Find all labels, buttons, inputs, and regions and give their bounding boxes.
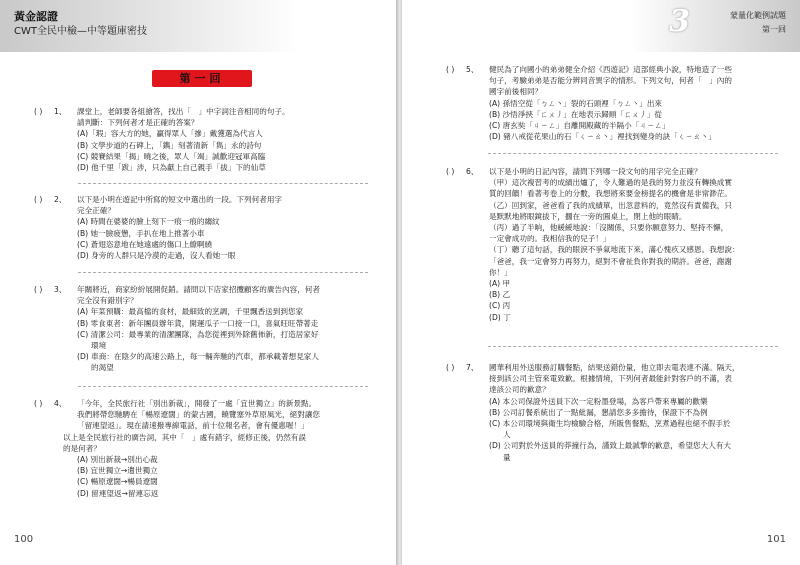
question-text-line: 達該公司的歉意？ [489, 385, 550, 395]
question-number: 5、 [466, 65, 479, 74]
option-c: (C) 本公司環境與衛生均檢驗合格，所販售餐點，烹煮過程也絕不假手於 [489, 419, 731, 429]
option-a: (A) 別出新裁→別出心裁 [77, 455, 158, 465]
book-series-title: 黃金認證 [14, 10, 58, 23]
question-text-line: 完全正確？ [77, 206, 115, 216]
section-title: 第一回 [179, 72, 225, 85]
question-text-line: 以下是小明的日記內容，請問下列哪一段文句的用字完全正確？ [489, 167, 702, 176]
option-d-continued: 的渴望 [91, 363, 114, 373]
option-a: (A) 時間在婆婆的臉上刻下一痕一痕的縐紋 [77, 217, 220, 227]
question-text-line: 質的回饋！看著考卷上的分數，我想將來要金榜提名的機會是非常渺茫。 [489, 189, 732, 199]
question-text-line: 請判斷：下列何者才是正確的答案？ [77, 118, 199, 128]
page-number: 101 [766, 534, 786, 545]
option-b: (B) 沙悟淨挾「ㄈㄨ丿」在地表示歸順「ㄈㄨ丿」從 [489, 109, 663, 119]
question-divider [488, 153, 778, 154]
question-body [489, 64, 732, 142]
question-body [77, 194, 282, 261]
section-title-banner [152, 70, 252, 87]
answer-blank: ( ) [446, 65, 455, 74]
option-c: (C) 唐玄奘「ㄐㄧㄥ」自離開殿藏的半隔小「ㄐㄧㄥ」 [489, 121, 670, 131]
question-number: 6、 [466, 167, 479, 176]
answer-blank: ( ) [34, 195, 43, 204]
answer-blank: ( ) [446, 363, 455, 372]
question-text-line: （甲）這次複習考的成績出爐了，令人難過的是我的努力並沒有轉換成實 [489, 178, 732, 188]
answer-blank: ( ) [34, 285, 43, 294]
chapter-title: 蒙量化範例試題 [730, 11, 786, 20]
question-divider [78, 386, 368, 387]
question-text-line: 「今年，全民旅行社「別出新裁」，開發了一處「宜世獨立」的新景點。 [77, 399, 317, 408]
question-text-line: 「留連望返」。現在請速撥專線電話，前十位報名者，會有優惠喔！」 [77, 421, 309, 431]
question-text-line: 是默默地將眼鏡拔下，擱在一旁的圓桌上，閉上他的眼睛。 [489, 211, 687, 221]
option-c: (C) 清潔公司：最專業的清潔團隊，為您從裡到外除舊佈新，打造居家好 [77, 329, 319, 339]
option-d: (D) 公司對於外送員的莽撞行為，謹致上最誠摯的歉意，希望您大人有大 [489, 441, 731, 451]
question-text-line: 年關將近，商家紛紛展開促銷。請問以下店家招攬顧客的廣告內容，何者 [77, 285, 320, 294]
right-page-header [630, 0, 800, 52]
question-text-line: 接到該公司主管來電致歉。根據情境，下列何者最能針對客戶的不滿，表 [489, 374, 732, 384]
option-a: (A) 年菜預購：最高檔的食材，最細致的烹調，千里飄香送到到您家 [77, 307, 304, 317]
left-page [0, 0, 398, 565]
question-divider [78, 272, 368, 273]
question-text-line: 我們將帶您馳騁在「暢原遼闊」的蒙古國，饒覽塞外草原風光，絕對讓您 [77, 410, 320, 420]
option-b: (B) 公司訂餐系統出了一點紕漏，懇請您多多擔待，保證下不為例 [489, 407, 708, 417]
question-number: 1、 [54, 107, 67, 116]
left-page-header [0, 0, 300, 52]
option-a: (A)「瑕」容大方的她，贏得眾人「摻」戴獲選為代言人 [77, 129, 263, 139]
question-text-line: 一定會成功的。我相信我的兒子！」 [489, 234, 611, 244]
question-number: 7、 [466, 363, 479, 372]
question-text-line: （丙）過了半晌，他緩緩地說：「沒關係，只要你願意努力、堅持不懈， [489, 223, 729, 233]
right-page [402, 0, 800, 565]
option-c-continued: 環境 [91, 341, 107, 351]
question-body [63, 398, 320, 499]
answer-blank: ( ) [34, 399, 43, 408]
option-c-continued: 人 [503, 430, 511, 440]
question-text-line: 句子，考驗弟弟是否能分辨同音異字的情形。下列文句，何者「 」內的 [489, 76, 732, 86]
option-d: (D) 身旁的人群只是冷漠的走過，沒人看她一眼 [77, 251, 236, 261]
option-b: (B) 零食東者：新年團員辦年貨，開運瓜子一口接一口，喜氣旺旺帶著走 [77, 318, 319, 328]
question-divider [488, 346, 778, 347]
option-d: (D) 丁 [489, 312, 511, 322]
question-divider [78, 183, 368, 184]
option-d: (D) 他千里「跋」涉，只為獻上自己親手「拔」下的仙草 [77, 163, 266, 173]
question-number: 3、 [54, 285, 67, 294]
question-text-line: 你！」 [489, 267, 512, 277]
page-number: 100 [14, 534, 34, 545]
question-body [489, 362, 740, 463]
option-c: (C) 競賽結果「揭」曉之後，眾人「竭」誠歡迎冠軍高臨 [77, 151, 266, 161]
question-text-line: 健民為了向國小的弟弟健全介紹《西遊記》這部經典小說，特地造了一些 [489, 65, 732, 74]
question-body [489, 166, 740, 323]
chapter-number: 3 [669, 4, 690, 39]
chapter-subtitle: 第一回 [762, 25, 786, 34]
option-b: (B) 文學步道的石碑上，「鐫」刻著清新「雋」永的詩句 [77, 140, 262, 150]
question-text-line: 以下是小明在遊記中所寫的短文中選出的一段。下列何者用字 [77, 195, 283, 204]
option-b: (B) 乙 [489, 290, 511, 300]
option-c: (C) 蒼翅恣意地在她遠處的傷口上繚啊繞 [77, 239, 213, 249]
option-c: (C) 丙 [489, 301, 511, 311]
answer-blank: ( ) [446, 167, 455, 176]
question-text-line: 國華利用外送服務訂購餐點，結果送錯份量，他立即去電表達不滿。隔天， [489, 363, 740, 372]
question-number: 2、 [54, 195, 67, 204]
question-text-line: 課堂上，老師要各組搶答，找出「 」中字詞注音相同的句子。 [77, 107, 290, 116]
option-d: (D) 車商：在陰夕的高速公路上，每一輛奔馳的汽車，都承載著想見家人 [77, 352, 319, 362]
question-body [77, 284, 320, 374]
question-text-line: 以上是全民旅行社的廣告詞，其中「 」處有錯字，經修正後，仍然有誤 [63, 432, 306, 442]
question-number: 4、 [54, 399, 67, 408]
book-title: CWT全民中檢—中等題庫密技 [14, 26, 147, 37]
question-text-line: （乙）回到家，爸爸看了我的成績單，出忽意料的，竟然沒有責備我，只 [489, 200, 732, 210]
question-text-line: 的是何者？ [63, 443, 101, 453]
option-b: (B) 她一臉疲憊，手扒在地上推著小車 [77, 228, 205, 238]
answer-blank: ( ) [34, 107, 43, 116]
question-text-line: 國字前後相同？ [489, 87, 543, 97]
question-text-line: 完全沒有錯別字？ [77, 296, 138, 306]
option-c: (C) 暢原遼闊→暢員遼闊 [77, 477, 158, 487]
question-body [77, 106, 290, 173]
option-a: (A) 孫悟空從「ㄅㄥ丶」裂的石頭裡「ㄅㄥ丶」出來 [489, 98, 662, 108]
option-d: (D) 豬八戒從花果山的石「ㄑㄧㄠ丶」裡找到變身的訣「ㄑㄧㄠ丶」 [489, 132, 716, 142]
option-a: (A) 甲 [489, 279, 511, 289]
option-d: (D) 留連望返→留連忘返 [77, 488, 159, 498]
option-a: (A) 本公司保證外送員下次一定粉墨登場，為客戶帶來專屬的歡樂 [489, 396, 708, 406]
question-text-line: 「爸爸，我一定會努力再努力，絕對不會祉負你對我的期許。爸爸，謝謝 [489, 256, 732, 266]
question-text-line: （丁）聽了這句話，我的眼淚不爭氣地流下來，滿心愧疚又感恩。我想說： [489, 245, 740, 255]
option-b: (B) 宜世獨立→遺世獨立 [77, 466, 158, 476]
option-d-continued: 量 [503, 452, 511, 462]
